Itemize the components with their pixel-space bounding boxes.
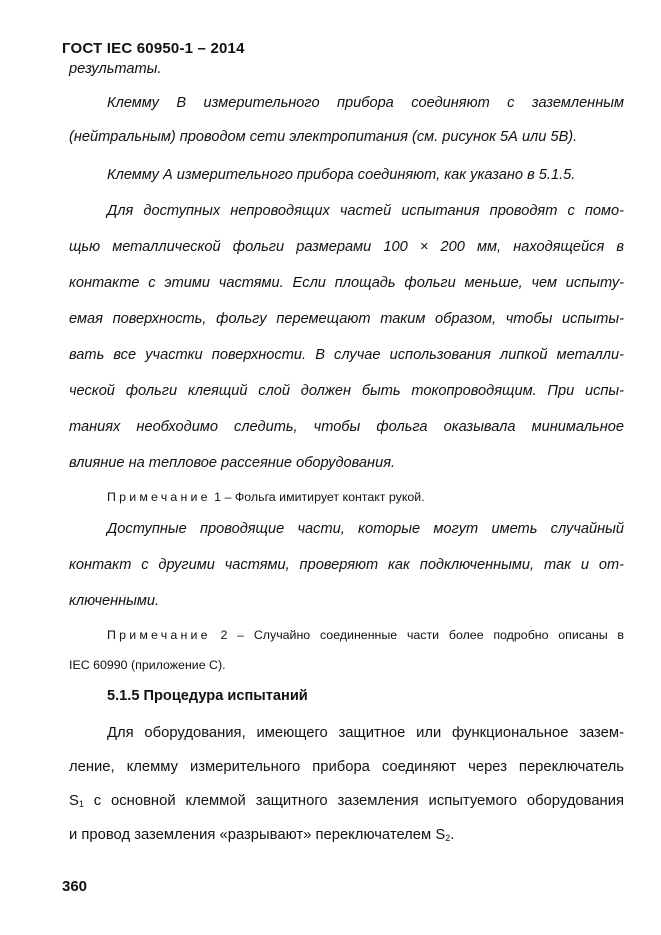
text-line: контакт с другими частями, проверяют как подключенными, так и от- xyxy=(69,557,624,573)
paragraph-test-procedure xyxy=(69,724,624,844)
text-line: Для доступных непроводящих частей испытания проводят с помо- xyxy=(107,203,624,219)
note-1 xyxy=(107,488,624,506)
text-line: Клемму А измерительного прибора соединяют, как указано в 5.1.5. xyxy=(107,167,576,183)
paragraph-foil xyxy=(69,202,624,472)
text-line: ческой фольги клеящий слой должен быть токопроводящим. При испы- xyxy=(69,383,624,399)
text-line: Для оборудования, имеющего защитное или функциональное зазем- xyxy=(107,725,624,741)
text-line: ление, клемму измерительного прибора соединяют через переключатель xyxy=(69,759,624,775)
note-text: IEC 60990 (приложение С). xyxy=(69,658,226,672)
text-line: $S_1$ с основной клеммой защитного заземления испытуемого оборудования xyxy=(69,793,624,809)
note-text: 2 – Случайно соединенные части более подробно описаны в xyxy=(220,628,624,642)
text-line: результаты. xyxy=(69,61,162,77)
text-line: емая поверхность, фольгу перемещают таким образом, чтобы испыты- xyxy=(69,311,624,327)
paragraph-conductive-parts xyxy=(69,520,624,610)
paragraph-terminal-a xyxy=(69,166,624,184)
note-text: 1 – Фольга имитирует контакт рукой. xyxy=(214,490,425,504)
page-number: 360 xyxy=(62,878,88,895)
text-line: щью металлической фольги размерами 100 × 200 мм, находящейся в xyxy=(69,239,624,255)
text-line: и провод заземления «разрывают» переключателем $S_2$. xyxy=(69,827,455,843)
text-line: ключенными. xyxy=(69,593,160,609)
text-line: вать все участки поверхности. В случае использования липкой металли- xyxy=(69,347,624,363)
paragraph-terminal-b xyxy=(69,94,624,146)
text-line: влияние на тепловое рассеяние оборудования. xyxy=(69,455,396,471)
note-2 xyxy=(69,626,624,674)
note-label: Примечание xyxy=(107,490,211,504)
text-line: Доступные проводящие части, которые могут иметь случайный xyxy=(107,521,624,537)
text-line: контакте с этими частями. Если площадь фольги меньше, чем испыту- xyxy=(69,275,624,291)
document-header: ГОСТ IEC 60950-1 – 2014 xyxy=(62,40,245,57)
paragraph-continuation xyxy=(69,60,624,78)
text-line: (нейтральным) проводом сети электропитания (см. рисунок 5А или 5В). xyxy=(69,129,578,145)
text-line: Клемму В измерительного прибора соединяют с заземленным xyxy=(107,95,624,111)
section-heading: 5.1.5 Процедура испытаний xyxy=(107,688,308,704)
note-label: Примечание xyxy=(107,628,211,642)
text-line: таниях необходимо следить, чтобы фольга оказывала минимальное xyxy=(69,419,624,435)
